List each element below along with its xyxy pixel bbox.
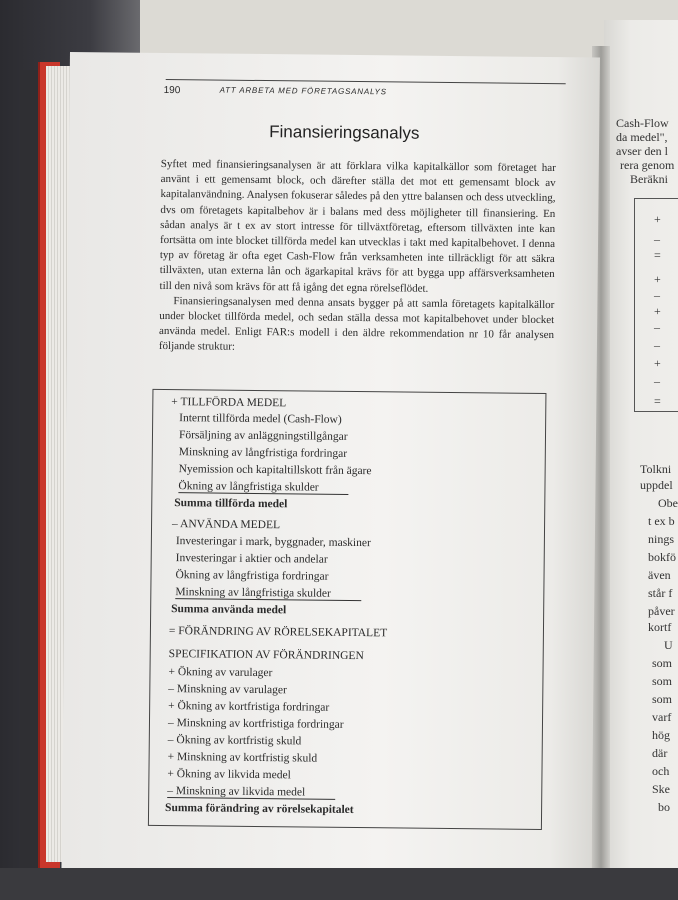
right-page-text: Beräkni bbox=[630, 172, 668, 186]
list-item: Ökning av långfristiga skulder bbox=[178, 480, 348, 495]
right-page-text: påver bbox=[648, 604, 675, 618]
right-page-text: varf bbox=[652, 710, 672, 724]
list-item: Internt tillförda medel (Cash-Flow) bbox=[179, 412, 342, 426]
right-page-text: står f bbox=[648, 586, 673, 600]
right-page-box bbox=[634, 198, 678, 412]
spec-heading: SPECIFIKATION AV FÖRÄNDRINGEN bbox=[168, 648, 364, 663]
spec-item: + Minskning av kortfristig skuld bbox=[167, 751, 318, 765]
spec-item: – Minskning av kortfristiga fordringar bbox=[167, 717, 344, 731]
list-item: Minskning av långfristiga fordringar bbox=[178, 446, 348, 460]
section-title: Finansieringsanalys bbox=[269, 122, 420, 143]
right-page-text: + bbox=[654, 304, 661, 318]
spec-item: – Ökning av kortfristig skuld bbox=[167, 734, 302, 748]
running-head: ATT ARBETA MED FÖRETAGSANALYS bbox=[219, 85, 387, 97]
paragraph: Finansieringsanalysen med denna ansats bygger på att samla företagets kapitalkällor under blocket tillförda medel, och sedan ställa dessa mot kapitalbehovet under blocket använda medel. Enligt FAR:s modell i den äldre rekommendation nr 10 får analysen följande struktur: bbox=[158, 294, 555, 354]
right-page-text: som bbox=[652, 674, 673, 688]
anvanda-heading: – ANVÄNDA MEDEL bbox=[171, 518, 281, 532]
right-page-text: kortf bbox=[648, 620, 672, 634]
spec-item: – Minskning av likvida medel bbox=[167, 785, 335, 800]
right-page-text: rera genom bbox=[620, 158, 675, 172]
right-page-text: Ske bbox=[652, 782, 670, 796]
body-text bbox=[159, 157, 556, 359]
spec-item: + Ökning av likvida medel bbox=[167, 768, 291, 782]
spec-item: + Ökning av varulager bbox=[168, 666, 273, 680]
desk-bottom bbox=[0, 868, 678, 900]
right-page-text: och bbox=[652, 764, 670, 778]
right-page-text: avser den l bbox=[616, 144, 668, 158]
left-page bbox=[61, 52, 600, 878]
tillforda-sum: Summa tillförda medel bbox=[174, 497, 288, 511]
right-page bbox=[604, 20, 678, 880]
header-rule bbox=[166, 79, 566, 84]
forandring-line: = FÖRÄNDRING AV RÖRELSEKAPITALET bbox=[168, 625, 388, 640]
right-page-text: – bbox=[654, 320, 660, 334]
right-page-text: Cash-Flow bbox=[616, 116, 669, 130]
right-page-text: uppdel bbox=[640, 478, 673, 492]
list-item: Minskning av långfristiga skulder bbox=[175, 586, 361, 601]
right-page-text: + bbox=[654, 272, 661, 286]
right-page-text: hög bbox=[652, 728, 670, 742]
page-number: 190 bbox=[163, 84, 181, 97]
right-page-text: nings bbox=[648, 532, 675, 546]
right-page-text: da medel", bbox=[616, 130, 668, 144]
list-item: Ökning av långfristiga fordringar bbox=[175, 569, 329, 583]
right-page-text: – bbox=[654, 338, 660, 352]
right-page-text: + bbox=[654, 356, 661, 370]
right-page-text: bo bbox=[658, 800, 670, 814]
structure-box bbox=[148, 389, 547, 830]
right-page-text: t ex b bbox=[648, 514, 675, 528]
tillforda-heading: + TILLFÖRDA MEDEL bbox=[171, 396, 287, 410]
anvanda-sum: Summa använda medel bbox=[171, 603, 287, 617]
right-page-text: U bbox=[664, 638, 673, 652]
right-page-text: där bbox=[652, 746, 668, 760]
right-page-text: som bbox=[652, 692, 673, 706]
right-page-text: – bbox=[654, 374, 660, 388]
right-page-text: + bbox=[654, 212, 661, 226]
spec-item: + Ökning av kortfristiga fordringar bbox=[168, 700, 330, 714]
right-page-text: Tolkni bbox=[640, 462, 672, 476]
right-page-text: – bbox=[654, 288, 660, 302]
right-page-text: – bbox=[654, 232, 660, 246]
right-page-text: = bbox=[654, 394, 661, 408]
spec-item: – Minskning av varulager bbox=[168, 683, 287, 697]
list-item: Försäljning av anläggningstillgångar bbox=[178, 429, 348, 443]
right-page-text: Obe bbox=[658, 496, 678, 510]
list-item: Nyemission och kapitaltillskott från ägare bbox=[178, 463, 372, 478]
right-page-text: = bbox=[654, 248, 661, 262]
right-page-text: även bbox=[648, 568, 671, 582]
spec-sum: Summa förändring av rörelsekapitalet bbox=[165, 802, 354, 817]
list-item: Investeringar i aktier och andelar bbox=[175, 552, 328, 566]
paragraph: Syftet med finansieringsanalysen är att förklara vilka kapitalkällor som företaget har använt i ett gemensamt block, och därefter ställa det mot ett gemensamt block av kapitalanvändning. Analysen fokuserar således på den yttre balansen och dess utveckling, dvs om företagets kapitalbehov är i balans med dess möjligheter till finansiering. En sådan analys är t ex av stort intresse för tillväxtföretag, eftersom tillväxten inte kan fortsätta om inte blocket tillförda medel kan utvecklas i takt med kapitalbehovet. I denna typ av företag är ofta eget Cash-Flow från verksamheten inte tillräckligt för att säkra tillväxten, utan externa lån och ägarkapital krävs för att bygga upp affärsverksamheten till den nivå som krävs för att få igång det egna rörelseflödet. bbox=[159, 157, 556, 295]
right-page-text: som bbox=[652, 656, 673, 670]
right-page-text: bokfö bbox=[648, 550, 676, 564]
book-shadow bbox=[20, 70, 38, 870]
list-item: Investeringar i mark, byggnader, maskiner bbox=[175, 535, 371, 550]
